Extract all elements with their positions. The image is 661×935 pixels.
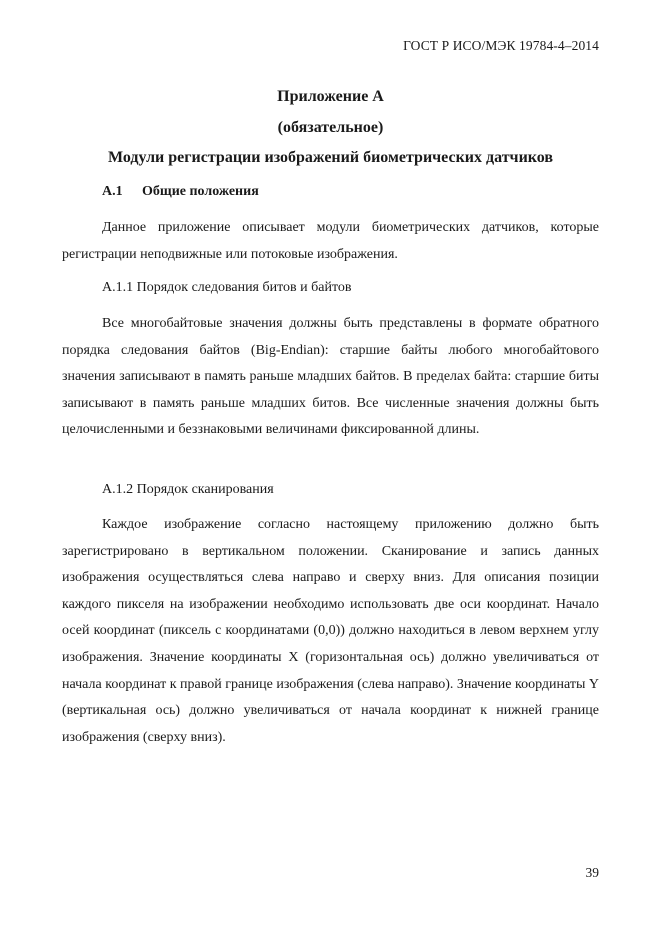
appendix-subtitle: Модули регистрации изображений биометрических датчиков: [107, 149, 554, 166]
section-title: Общие положения: [142, 184, 259, 199]
byte-order-paragraph: Все многобайтовые значения должны быть представлены в формате обратного порядка следования байтов (Big-Endian): старшие байты любого многобайтового значения записывают в память раньше младших байтов. В пределах байта: старшие биты записывают в память раньше младших битов. Все численные значения должны быть целочисленными и беззнаковыми величинами фиксированной длины.: [62, 316, 599, 438]
section-number: А.1: [102, 184, 123, 199]
appendix-status: (обязательное): [277, 119, 384, 136]
byte-order-heading: А.1.1 Порядок следования битов и байтов: [102, 280, 352, 295]
appendix-title: Приложение А: [277, 88, 384, 105]
scan-order-paragraph: Каждое изображение согласно настоящему приложению должно быть зарегистрировано в вертикальном положении. Сканирование и запись данных изображения осуществляться слева направо и сверху вниз. Для описания позиции каждого пикселя на изображении необходимо использовать две оси координат. Начало осей координат (пиксель с координатами (0,0)) должно находиться в левом верхнем углу изображения. Значение координаты X (горизонтальная ось) должно увеличиваться от начала координат к правой границе изображения (слева направо). Значение координаты Y (вертикальная ось) должно увеличиваться от начала координат к нижней границе изображения (сверху вниз).: [62, 517, 600, 745]
page-number: 39: [585, 865, 599, 880]
scan-order-heading: А.1.2 Порядок сканирования: [102, 482, 274, 497]
standard-header: ГОСТ Р ИСО/МЭК 19784-4–2014: [403, 38, 599, 53]
section-heading: [102, 184, 259, 200]
intro-paragraph: Данное приложение описывает модули биометрических датчиков, которые регистрации неподвижные или потоковые изображения.: [62, 220, 599, 262]
